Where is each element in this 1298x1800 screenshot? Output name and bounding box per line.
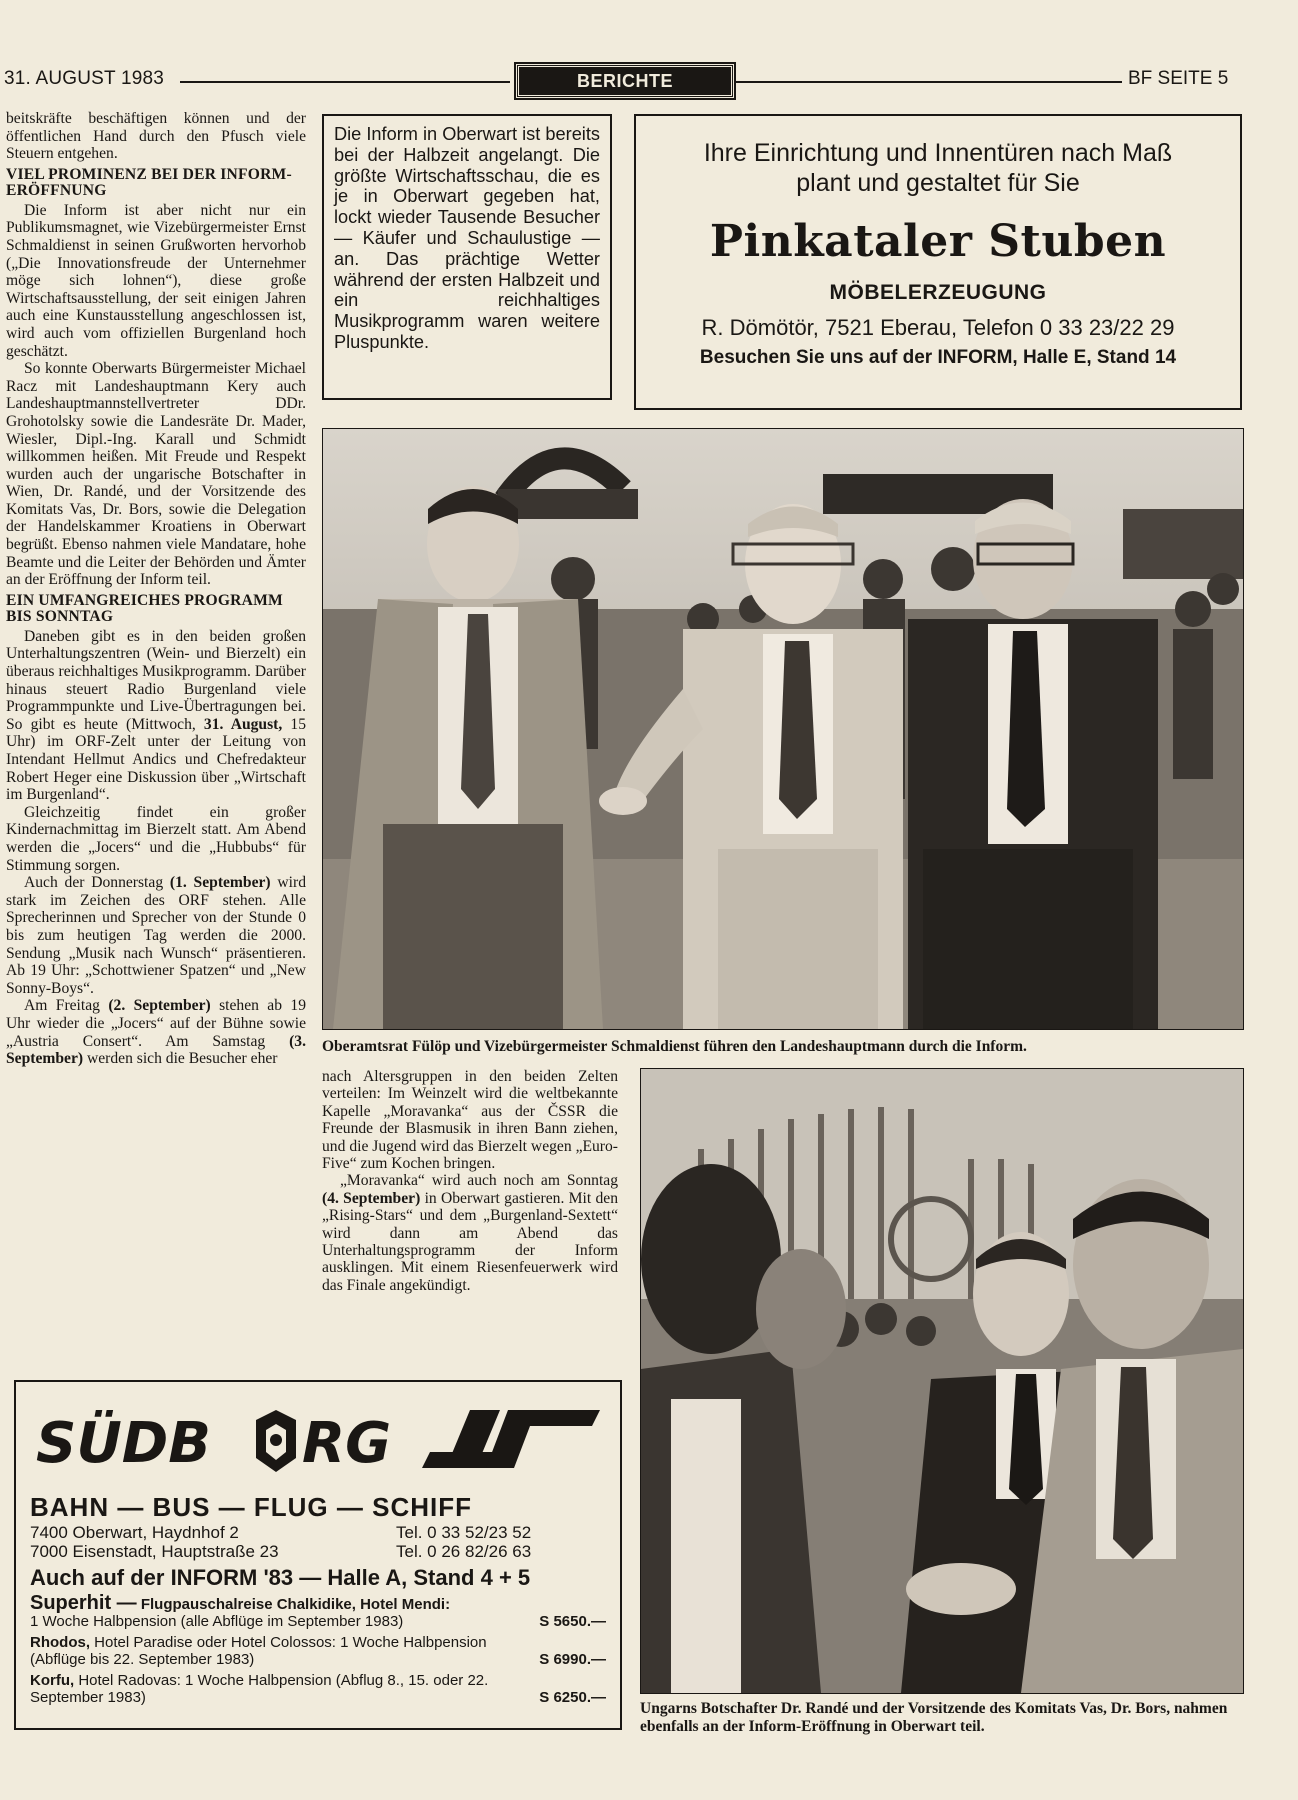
paragraph	[6, 997, 306, 1067]
offer-price: S 6250.—	[539, 1689, 606, 1706]
suedburg-logo-graphic	[30, 1400, 608, 1480]
article-column-middle	[322, 1068, 618, 1294]
ad-line: plant und gestaltet für Sie	[796, 169, 1080, 197]
offer-price: S 5650.—	[539, 1613, 606, 1630]
bold-date: 31. August,	[203, 715, 283, 733]
section-badge: BERICHTE	[516, 64, 734, 98]
office-row	[30, 1523, 606, 1542]
bold-date: (2. September)	[108, 997, 211, 1015]
company-type: MÖBELERZEUGUNG	[829, 281, 1047, 304]
paragraph: beitskräfte beschäftigen können und der öffentlichen Hand durch den Pfusch viele Steuern entgehen.	[6, 110, 306, 163]
paragraph: Gleichzeitig findet ein großer Kindernachmittag im Bierzelt statt. Am Abend werden die „Jocers“ und die „Hubbubs“ für Stimmung sorgen.	[6, 803, 306, 874]
teaser-box: Die Inform in Oberwart ist bereits bei der Halbzeit angelangt. Die größte Wirtschaftsschau, die es je in Oberwart gegeben hat, lockt wieder Tausende Besucher — Käufer und Schaulustige — an. Das prächtige Wetter während der ersten Halbzeit und ein reichhaltiges Musikprogramm waren weitere Pluspunkte.	[322, 114, 612, 400]
paragraph	[322, 1172, 618, 1294]
photo-illustration	[323, 429, 1243, 1029]
photo-officials-walking	[322, 428, 1244, 1030]
offer-lead: Flugpauschalreise Chalkidike, Hotel Mendi:	[140, 1596, 451, 1613]
ad-line: Ihre Einrichtung und Innentüren nach Maß	[703, 139, 1173, 167]
bold-date: (1. September)	[169, 874, 271, 892]
page-number: BF SEITE 5	[1128, 68, 1229, 89]
text-run: Auch der Donnerstag	[24, 874, 170, 892]
text-run: stehen ab 19 Uhr wieder die „Jocers“ auf der Bühne sowie „Austria Consert“. Am Samstag	[6, 997, 306, 1050]
text-run: in Oberwart gastieren. Mit den „Rising-Stars“ und dem „Burgenland-Sextett“ wird dann am Abend das Unterhaltungsprogramm der Inform ausklingen. Mit einem Riesenfeuerwerk wird das Finale angekündigt.	[322, 1189, 618, 1294]
offer-lead: Korfu,	[30, 1672, 75, 1689]
photo-ambassador-handshake	[640, 1068, 1244, 1694]
advertisement-suedburg	[14, 1380, 622, 1730]
offer-price: S 6990.—	[539, 1651, 606, 1668]
jr-logo-icon	[422, 1410, 600, 1468]
issue-date: 31. AUGUST 1983	[4, 68, 165, 89]
office-phone: Tel. 0 33 52/23 52	[396, 1523, 532, 1542]
offer-text: Hotel Radovas: 1 Woche Halbpension (Abflug 8., 15. oder 22. September 1983)	[30, 1672, 489, 1706]
paragraph	[6, 874, 306, 997]
paragraph: Die Inform ist aber nicht nur ein Publikumsmagnet, wie Vizebürgermeister Ernst Schmaldienst in seinen Grußworten hervorhob („Die Innovationsfreude der Unternehmer möge sich lohnen“), diese große Wirtschaftsausstellung, der seit einigen Jahren auch eine Kunstausstellung angeschlossen ist, wird auch vom offiziellen Burgenland hoch geschätzt.	[6, 201, 306, 360]
header-rule-right	[736, 81, 1122, 83]
subheading: VIEL PROMINENZ BEI DER INFORM-ERÖFFNUNG	[6, 165, 292, 200]
advertisement-pinkataler	[634, 114, 1242, 410]
text-run: 15 Uhr) im ORF-Zelt unter der Leitung von Intendant Hellmut Andics und Chefredakteur Robert Heger eine Diskussion über „Wirtschaft im Burgenland“.	[6, 715, 306, 804]
bold-date: (3. September)	[6, 1032, 306, 1068]
text-run: wird stark im Zeichen des ORF stehen. Alle Sprecherinnen und Sprecher von der Stunde 0 bis zum heutigen Tag werden die 2000. Sendung „Musik nach Wunsch“ präsentieren. Ab 19 Uhr: „Schottwiener Spatzen“ und „New Sonny-Boys“.	[6, 874, 306, 997]
offer-row	[30, 1672, 606, 1706]
office-row	[30, 1542, 606, 1561]
text-run: werden sich die Besucher eher	[83, 1050, 278, 1068]
header-rule-left	[180, 81, 510, 83]
company-address: R. Dömötör, 7521 Eberau, Telefon 0 33 23/22 29	[701, 315, 1175, 340]
offer-text: 1 Woche Halbpension (alle Abflüge im September 1983)	[30, 1613, 404, 1630]
visit-note: Besuchen Sie uns auf der INFORM, Halle E, Stand 14	[699, 347, 1177, 368]
suedburg-logo	[30, 1400, 606, 1480]
logo-text-left: SÜDB	[36, 1411, 211, 1476]
paragraph	[6, 628, 306, 804]
paragraph: So konnte Oberwarts Bürgermeister Michael Racz mit Landeshauptmann Kery auch Landeshauptmannstellvertreter DDr. Grohotolsky sowie die Landesräte Dr. Mader, Wiesler, Dipl.-Ing. Karall und Schmidt willkommen heißen. Mit Freude und Respekt wurden auch der ungarische Botschafter in Wien, Dr. Randé, und der Vorsitzende des Komitats Vas, Dr. Bors, sowie die Delegation der Handelskammer Kroatiens in Oberwart begrüßt. Ebenso nahmen viele Mandatare, hohe Beamte und die Leiter der Behörden und Ämter an der Eröffnung der Inform teil.	[6, 360, 306, 589]
text-run: Daneben gibt es in den beiden großen Unterhaltungszentren (Wein- und Bierzelt) ein überaus reichhaltiges Musikprogramm. Darüber hinaus steuert Radio Burgenland viele Programmpunkte und Live-Übertragungen bei. So gibt es heute (Mittwoch,	[6, 627, 306, 733]
logo-text-right: RG	[302, 1411, 392, 1476]
office-address: 7000 Eisenstadt, Hauptstraße 23	[30, 1542, 279, 1561]
paragraph: nach Altersgruppen in den beiden Zelten verteilen: Im Weinzelt wird die weltbekannte Kapelle „Moravanka“ aus der ČSSR die Freunde der Blasmusik in ihren Bann ziehen, und die Jugend wird das Bierzelt wegen „Euro-Five“ zum Kochen bringen.	[322, 1068, 618, 1173]
company-name: Pinkataler Stuben	[709, 216, 1167, 267]
travel-modes: BAHN — BUS — FLUG — SCHIFF	[30, 1492, 472, 1522]
photo-caption-1: Oberamtsrat Fülöp und Vizebürgermeister Schmaldienst führen den Landeshauptmann durch die Inform.	[322, 1038, 1027, 1055]
inform-stand: Auch auf der INFORM '83 — Halle A, Stand 4 + 5	[30, 1565, 531, 1590]
offer-lead: Rhodos,	[30, 1634, 90, 1651]
text-run: Am Freitag	[24, 997, 109, 1015]
text-run: „Moravanka“ wird auch noch am Sonntag	[340, 1172, 618, 1190]
superhit-label: Superhit —	[30, 1592, 137, 1614]
offer-row	[30, 1634, 606, 1668]
photo-caption-2: Ungarns Botschafter Dr. Randé und der Vorsitzende des Komitats Vas, Dr. Bors, nahmen ebenfalls an der Inform-Eröffnung in Oberwart teil.	[640, 1700, 1228, 1735]
subheading: EIN UMFANGREICHES PROGRAMM BIS SONNTAG	[6, 591, 283, 626]
article-column-left	[6, 110, 306, 1068]
eagle-crest-icon	[256, 1410, 296, 1472]
office-address: 7400 Oberwart, Haydnhof 2	[30, 1523, 239, 1542]
photo-illustration	[641, 1069, 1243, 1693]
offer-row	[30, 1592, 606, 1630]
offer-text: Hotel Paradise oder Hotel Colossos: 1 Woche Halbpension (Abflüge bis 22. September 1983)	[30, 1634, 487, 1668]
office-phone: Tel. 0 26 82/26 63	[396, 1542, 532, 1561]
bold-date: (4. September)	[322, 1189, 421, 1207]
